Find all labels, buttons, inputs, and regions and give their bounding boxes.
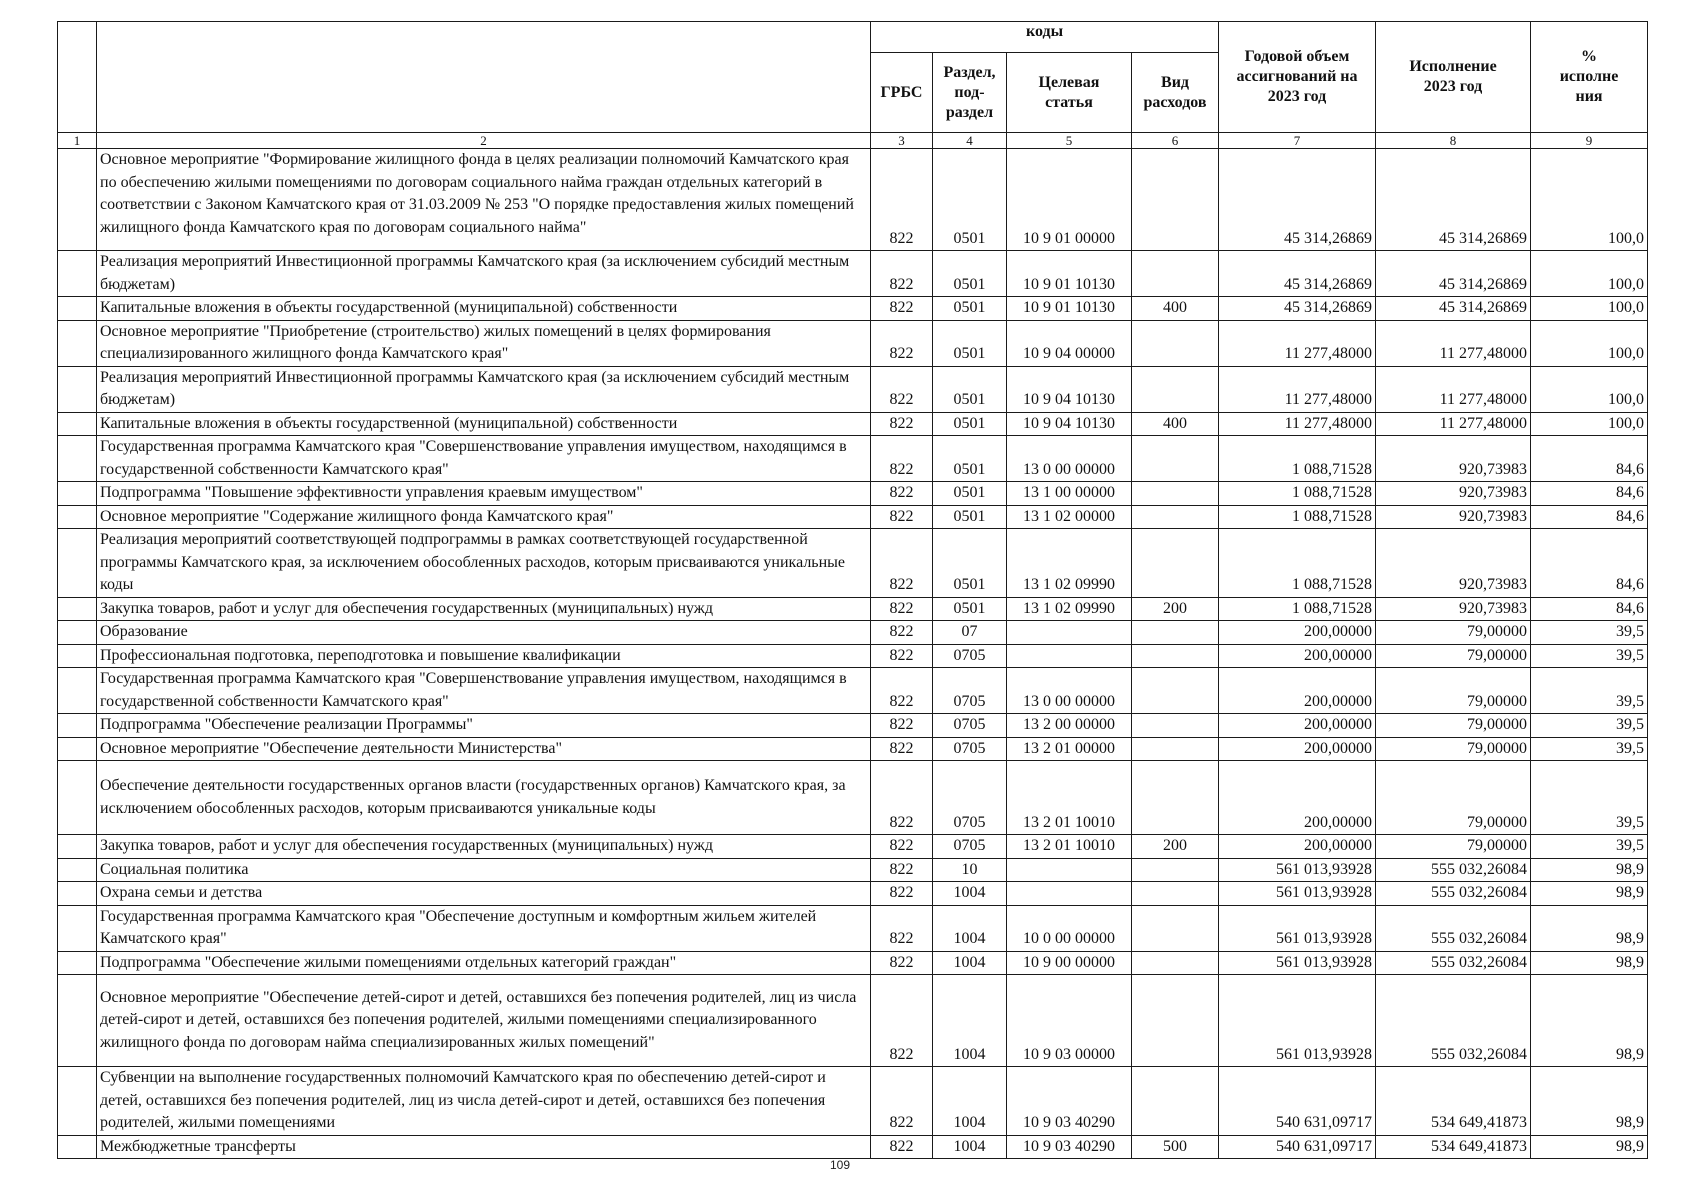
row-name: Субвенции на выполнение государственных полномочий Камчатского края по обеспечению детей-сирот и детей, оставшихся без попечения родителей, лиц из числа детей-сирот и детей, оставшихся без попечения родителей, жилыми помещениями bbox=[97, 1067, 871, 1136]
table-row bbox=[58, 482, 1648, 506]
expense-type-code bbox=[1132, 436, 1219, 482]
row-number-cell bbox=[58, 436, 97, 482]
target-article-code: 10 9 01 00000 bbox=[1007, 149, 1132, 251]
row-name: Закупка товаров, работ и услуг для обеспечения государственных (муниципальных) нужд bbox=[97, 597, 871, 621]
grbs-code: 822 bbox=[871, 297, 933, 321]
target-article-code: 10 9 03 00000 bbox=[1007, 975, 1132, 1067]
header-grbs: ГРБС bbox=[871, 53, 933, 133]
execution-amount: 79,00000 bbox=[1376, 621, 1531, 645]
header-target-article: Целевая статья bbox=[1007, 53, 1132, 133]
execution-amount: 920,73983 bbox=[1376, 482, 1531, 506]
expense-type-code: 200 bbox=[1132, 597, 1219, 621]
table-row bbox=[58, 714, 1648, 738]
expense-type-code: 400 bbox=[1132, 412, 1219, 436]
annual-allocation: 561 013,93928 bbox=[1219, 905, 1376, 951]
target-article-code: 13 0 00 00000 bbox=[1007, 436, 1132, 482]
section-code: 1004 bbox=[933, 882, 1007, 906]
execution-amount: 11 277,48000 bbox=[1376, 412, 1531, 436]
table-row bbox=[58, 529, 1648, 598]
section-code: 0705 bbox=[933, 714, 1007, 738]
percent-execution: 98,9 bbox=[1531, 858, 1648, 882]
table-row bbox=[58, 882, 1648, 906]
table-row bbox=[58, 412, 1648, 436]
table-header bbox=[58, 22, 1648, 149]
row-name: Капитальные вложения в объекты государственной (муниципальной) собственности bbox=[97, 412, 871, 436]
grbs-code: 822 bbox=[871, 621, 933, 645]
percent-execution: 98,9 bbox=[1531, 905, 1648, 951]
row-number-cell bbox=[58, 975, 97, 1067]
target-article-code: 13 2 00 00000 bbox=[1007, 714, 1132, 738]
target-article-code: 13 1 02 09990 bbox=[1007, 529, 1132, 598]
section-code: 0501 bbox=[933, 149, 1007, 251]
row-number-cell bbox=[58, 412, 97, 436]
table-row bbox=[58, 644, 1648, 668]
table-row bbox=[58, 149, 1648, 251]
annual-allocation: 45 314,26869 bbox=[1219, 149, 1376, 251]
annual-allocation: 200,00000 bbox=[1219, 835, 1376, 859]
percent-execution: 39,5 bbox=[1531, 761, 1648, 835]
header-expense-type: Вид расходов bbox=[1132, 53, 1219, 133]
execution-amount: 11 277,48000 bbox=[1376, 320, 1531, 366]
row-number-cell bbox=[58, 882, 97, 906]
expense-type-code bbox=[1132, 761, 1219, 835]
execution-amount: 79,00000 bbox=[1376, 714, 1531, 738]
expense-type-code bbox=[1132, 482, 1219, 506]
row-name: Профессиональная подготовка, переподготовка и повышение квалификации bbox=[97, 644, 871, 668]
percent-execution: 98,9 bbox=[1531, 975, 1648, 1067]
grbs-code: 822 bbox=[871, 975, 933, 1067]
row-number-cell bbox=[58, 761, 97, 835]
execution-amount: 79,00000 bbox=[1376, 761, 1531, 835]
section-code: 0501 bbox=[933, 436, 1007, 482]
table-row bbox=[58, 251, 1648, 297]
expense-type-code bbox=[1132, 858, 1219, 882]
percent-execution: 84,6 bbox=[1531, 482, 1648, 506]
execution-amount: 79,00000 bbox=[1376, 835, 1531, 859]
column-number-row bbox=[58, 133, 1648, 149]
row-number-cell bbox=[58, 1067, 97, 1136]
grbs-code: 822 bbox=[871, 835, 933, 859]
grbs-code: 822 bbox=[871, 529, 933, 598]
row-number-cell bbox=[58, 482, 97, 506]
expense-type-code: 200 bbox=[1132, 835, 1219, 859]
row-number-cell bbox=[58, 597, 97, 621]
row-number-cell bbox=[58, 951, 97, 975]
annual-allocation: 561 013,93928 bbox=[1219, 975, 1376, 1067]
target-article-code: 10 9 04 10130 bbox=[1007, 412, 1132, 436]
target-article-code: 13 1 00 00000 bbox=[1007, 482, 1132, 506]
execution-amount: 534 649,41873 bbox=[1376, 1135, 1531, 1159]
annual-allocation: 45 314,26869 bbox=[1219, 251, 1376, 297]
expense-type-code bbox=[1132, 882, 1219, 906]
table-row bbox=[58, 737, 1648, 761]
target-article-code: 13 2 01 00000 bbox=[1007, 737, 1132, 761]
expense-type-code bbox=[1132, 714, 1219, 738]
section-code: 1004 bbox=[933, 1135, 1007, 1159]
row-name: Реализация мероприятий Инвестиционной программы Камчатского края (за исключением субсидий местным бюджетам) bbox=[97, 366, 871, 412]
row-number-cell bbox=[58, 737, 97, 761]
annual-allocation: 200,00000 bbox=[1219, 644, 1376, 668]
row-number-cell bbox=[58, 835, 97, 859]
section-code: 07 bbox=[933, 621, 1007, 645]
section-code: 1004 bbox=[933, 905, 1007, 951]
row-number-cell bbox=[58, 529, 97, 598]
section-code: 0705 bbox=[933, 644, 1007, 668]
percent-execution: 98,9 bbox=[1531, 882, 1648, 906]
row-number-cell bbox=[58, 505, 97, 529]
expense-type-code bbox=[1132, 251, 1219, 297]
target-article-code: 13 0 00 00000 bbox=[1007, 668, 1132, 714]
column-number: 5 bbox=[1007, 133, 1132, 149]
expense-type-code bbox=[1132, 737, 1219, 761]
row-name: Капитальные вложения в объекты государственной (муниципальной) собственности bbox=[97, 297, 871, 321]
grbs-code: 822 bbox=[871, 320, 933, 366]
expense-type-code: 400 bbox=[1132, 297, 1219, 321]
target-article-code bbox=[1007, 621, 1132, 645]
expense-type-code bbox=[1132, 621, 1219, 645]
table-row bbox=[58, 975, 1648, 1067]
section-code: 0501 bbox=[933, 251, 1007, 297]
row-name: Государственная программа Камчатского края "Совершенствование управления имуществом, находящимся в государственной собственности Камчатского края" bbox=[97, 668, 871, 714]
annual-allocation: 11 277,48000 bbox=[1219, 412, 1376, 436]
grbs-code: 822 bbox=[871, 951, 933, 975]
annual-allocation: 11 277,48000 bbox=[1219, 366, 1376, 412]
table-row bbox=[58, 320, 1648, 366]
section-code: 10 bbox=[933, 858, 1007, 882]
section-code: 0501 bbox=[933, 320, 1007, 366]
row-name: Основное мероприятие "Формирование жилищного фонда в целях реализации полномочий Камчатского края по обеспечению жилыми помещениями по договорам социального найма граждан отдельных категорий в соответствии с Законом Камчатского края от 31.03.2009 № 253 "О порядке предоставления жилых помещений жилищного фонда Камчатского края по договорам социального найма" bbox=[97, 149, 871, 251]
execution-amount: 555 032,26084 bbox=[1376, 951, 1531, 975]
column-number: 9 bbox=[1531, 133, 1648, 149]
table-row bbox=[58, 1067, 1648, 1136]
row-name: Основное мероприятие "Содержание жилищного фонда Камчатского края" bbox=[97, 505, 871, 529]
execution-amount: 534 649,41873 bbox=[1376, 1067, 1531, 1136]
column-number: 3 bbox=[871, 133, 933, 149]
row-name: Основное мероприятие "Обеспечение детей-сирот и детей, оставшихся без попечения родителей, лиц из числа детей-сирот и детей, оставшихся без попечения родителей, жилыми помещениями специализированного жилищного фонда по договорам найма специализированных жилых помещений" bbox=[97, 975, 871, 1067]
grbs-code: 822 bbox=[871, 505, 933, 529]
target-article-code: 13 1 02 09990 bbox=[1007, 597, 1132, 621]
annual-allocation: 1 088,71528 bbox=[1219, 482, 1376, 506]
expense-type-code bbox=[1132, 366, 1219, 412]
execution-amount: 555 032,26084 bbox=[1376, 975, 1531, 1067]
execution-amount: 79,00000 bbox=[1376, 668, 1531, 714]
annual-allocation: 540 631,09717 bbox=[1219, 1067, 1376, 1136]
table-row bbox=[58, 761, 1648, 835]
grbs-code: 822 bbox=[871, 714, 933, 738]
table-row bbox=[58, 297, 1648, 321]
target-article-code bbox=[1007, 882, 1132, 906]
row-number-cell bbox=[58, 644, 97, 668]
target-article-code: 10 9 01 10130 bbox=[1007, 251, 1132, 297]
annual-allocation: 200,00000 bbox=[1219, 761, 1376, 835]
column-number: 8 bbox=[1376, 133, 1531, 149]
header-codes-group: коды bbox=[871, 22, 1219, 53]
table-row bbox=[58, 597, 1648, 621]
column-number: 4 bbox=[933, 133, 1007, 149]
percent-execution: 39,5 bbox=[1531, 737, 1648, 761]
section-code: 0705 bbox=[933, 835, 1007, 859]
percent-execution: 100,0 bbox=[1531, 297, 1648, 321]
execution-amount: 45 314,26869 bbox=[1376, 149, 1531, 251]
expense-type-code bbox=[1132, 905, 1219, 951]
table-row bbox=[58, 905, 1648, 951]
header-row-number-cell bbox=[58, 22, 97, 133]
execution-amount: 555 032,26084 bbox=[1376, 905, 1531, 951]
target-article-code: 13 1 02 00000 bbox=[1007, 505, 1132, 529]
annual-allocation: 540 631,09717 bbox=[1219, 1135, 1376, 1159]
row-name: Обеспечение деятельности государственных органов власти (государственных органов) Камчатского края, за исключением обособленных расходов, которым присваиваются уникальные коды bbox=[97, 761, 871, 835]
annual-allocation: 200,00000 bbox=[1219, 737, 1376, 761]
grbs-code: 822 bbox=[871, 482, 933, 506]
section-code: 1004 bbox=[933, 951, 1007, 975]
table-row bbox=[58, 366, 1648, 412]
percent-execution: 39,5 bbox=[1531, 668, 1648, 714]
percent-execution: 100,0 bbox=[1531, 412, 1648, 436]
expense-type-code bbox=[1132, 668, 1219, 714]
annual-allocation: 1 088,71528 bbox=[1219, 529, 1376, 598]
section-code: 0501 bbox=[933, 366, 1007, 412]
grbs-code: 822 bbox=[871, 905, 933, 951]
section-code: 0501 bbox=[933, 529, 1007, 598]
execution-amount: 920,73983 bbox=[1376, 529, 1531, 598]
grbs-code: 822 bbox=[871, 737, 933, 761]
row-name: Государственная программа Камчатского края "Совершенствование управления имуществом, находящимся в государственной собственности Камчатского края" bbox=[97, 436, 871, 482]
row-number-cell bbox=[58, 320, 97, 366]
expense-type-code bbox=[1132, 644, 1219, 668]
section-code: 0501 bbox=[933, 297, 1007, 321]
execution-amount: 79,00000 bbox=[1376, 644, 1531, 668]
table-row bbox=[58, 436, 1648, 482]
target-article-code: 10 9 01 10130 bbox=[1007, 297, 1132, 321]
percent-execution: 84,6 bbox=[1531, 597, 1648, 621]
execution-amount: 555 032,26084 bbox=[1376, 882, 1531, 906]
page-number: 109 bbox=[830, 1158, 851, 1172]
annual-allocation: 561 013,93928 bbox=[1219, 858, 1376, 882]
row-name: Охрана семьи и детства bbox=[97, 882, 871, 906]
grbs-code: 822 bbox=[871, 149, 933, 251]
execution-amount: 555 032,26084 bbox=[1376, 858, 1531, 882]
annual-allocation: 200,00000 bbox=[1219, 621, 1376, 645]
column-number: 2 bbox=[97, 133, 871, 149]
annual-allocation: 1 088,71528 bbox=[1219, 505, 1376, 529]
column-number: 1 bbox=[58, 133, 97, 149]
row-name: Закупка товаров, работ и услуг для обеспечения государственных (муниципальных) нужд bbox=[97, 835, 871, 859]
table-row bbox=[58, 668, 1648, 714]
table-row bbox=[58, 1135, 1648, 1159]
budget-report-sheet bbox=[57, 21, 1647, 1159]
table-row bbox=[58, 621, 1648, 645]
execution-amount: 45 314,26869 bbox=[1376, 297, 1531, 321]
annual-allocation: 561 013,93928 bbox=[1219, 882, 1376, 906]
execution-amount: 45 314,26869 bbox=[1376, 251, 1531, 297]
grbs-code: 822 bbox=[871, 644, 933, 668]
target-article-code bbox=[1007, 858, 1132, 882]
expense-type-code bbox=[1132, 1067, 1219, 1136]
section-code: 0705 bbox=[933, 668, 1007, 714]
percent-execution: 100,0 bbox=[1531, 149, 1648, 251]
grbs-code: 822 bbox=[871, 1135, 933, 1159]
row-name: Основное мероприятие "Обеспечение деятельности Министерства" bbox=[97, 737, 871, 761]
expense-type-code bbox=[1132, 951, 1219, 975]
table-row bbox=[58, 835, 1648, 859]
target-article-code: 10 9 03 40290 bbox=[1007, 1067, 1132, 1136]
row-number-cell bbox=[58, 251, 97, 297]
row-name: Образование bbox=[97, 621, 871, 645]
row-name: Реализация мероприятий Инвестиционной программы Камчатского края (за исключением субсидий местным бюджетам) bbox=[97, 251, 871, 297]
expense-type-code bbox=[1132, 529, 1219, 598]
percent-execution: 84,6 bbox=[1531, 436, 1648, 482]
execution-amount: 920,73983 bbox=[1376, 436, 1531, 482]
percent-execution: 100,0 bbox=[1531, 320, 1648, 366]
target-article-code: 13 2 01 10010 bbox=[1007, 761, 1132, 835]
row-name: Подпрограмма "Обеспечение реализации Программы" bbox=[97, 714, 871, 738]
percent-execution: 98,9 bbox=[1531, 1067, 1648, 1136]
row-name: Реализация мероприятий соответствующей подпрограммы в рамках соответствующей государственной программы Камчатского края, за исключением обособленных расходов, которым присваиваются уникальные коды bbox=[97, 529, 871, 598]
grbs-code: 822 bbox=[871, 1067, 933, 1136]
row-number-cell bbox=[58, 1135, 97, 1159]
row-number-cell bbox=[58, 905, 97, 951]
row-number-cell bbox=[58, 149, 97, 251]
expense-type-code bbox=[1132, 149, 1219, 251]
expense-type-code: 500 bbox=[1132, 1135, 1219, 1159]
target-article-code: 10 9 04 10130 bbox=[1007, 366, 1132, 412]
target-article-code: 10 0 00 00000 bbox=[1007, 905, 1132, 951]
target-article-code bbox=[1007, 644, 1132, 668]
table-row bbox=[58, 505, 1648, 529]
budget-execution-table bbox=[57, 21, 1648, 1159]
column-number: 7 bbox=[1219, 133, 1376, 149]
expense-type-code bbox=[1132, 975, 1219, 1067]
percent-execution: 98,9 bbox=[1531, 1135, 1648, 1159]
grbs-code: 822 bbox=[871, 882, 933, 906]
table-body bbox=[58, 149, 1648, 1159]
expense-type-code bbox=[1132, 505, 1219, 529]
grbs-code: 822 bbox=[871, 366, 933, 412]
row-name: Межбюджетные трансферты bbox=[97, 1135, 871, 1159]
annual-allocation: 1 088,71528 bbox=[1219, 597, 1376, 621]
grbs-code: 822 bbox=[871, 858, 933, 882]
column-number: 6 bbox=[1132, 133, 1219, 149]
row-name: Подпрограмма "Повышение эффективности управления краевым имуществом" bbox=[97, 482, 871, 506]
row-number-cell bbox=[58, 297, 97, 321]
annual-allocation: 561 013,93928 bbox=[1219, 951, 1376, 975]
section-code: 0501 bbox=[933, 597, 1007, 621]
execution-amount: 920,73983 bbox=[1376, 597, 1531, 621]
header-percent-execution: % исполне ния bbox=[1531, 22, 1648, 133]
annual-allocation: 45 314,26869 bbox=[1219, 297, 1376, 321]
row-number-cell bbox=[58, 668, 97, 714]
target-article-code: 10 9 04 00000 bbox=[1007, 320, 1132, 366]
section-code: 0705 bbox=[933, 761, 1007, 835]
section-code: 0501 bbox=[933, 505, 1007, 529]
execution-amount: 920,73983 bbox=[1376, 505, 1531, 529]
header-section: Раздел, под- раздел bbox=[933, 53, 1007, 133]
table-row bbox=[58, 951, 1648, 975]
annual-allocation: 11 277,48000 bbox=[1219, 320, 1376, 366]
row-name: Государственная программа Камчатского края "Обеспечение доступным и комфортным жильем жителей Камчатского края" bbox=[97, 905, 871, 951]
row-number-cell bbox=[58, 621, 97, 645]
header-execution: Исполнение 2023 год bbox=[1376, 22, 1531, 133]
execution-amount: 11 277,48000 bbox=[1376, 366, 1531, 412]
section-code: 0705 bbox=[933, 737, 1007, 761]
grbs-code: 822 bbox=[871, 251, 933, 297]
section-code: 1004 bbox=[933, 975, 1007, 1067]
section-code: 0501 bbox=[933, 482, 1007, 506]
target-article-code: 13 2 01 10010 bbox=[1007, 835, 1132, 859]
row-number-cell bbox=[58, 366, 97, 412]
target-article-code: 10 9 00 00000 bbox=[1007, 951, 1132, 975]
row-name: Подпрограмма "Обеспечение жилыми помещениями отдельных категорий граждан" bbox=[97, 951, 871, 975]
section-code: 1004 bbox=[933, 1067, 1007, 1136]
annual-allocation: 200,00000 bbox=[1219, 668, 1376, 714]
percent-execution: 98,9 bbox=[1531, 951, 1648, 975]
percent-execution: 84,6 bbox=[1531, 505, 1648, 529]
percent-execution: 100,0 bbox=[1531, 366, 1648, 412]
section-code: 0501 bbox=[933, 412, 1007, 436]
header-annual-allocation: Годовой объем ассигнований на 2023 год bbox=[1219, 22, 1376, 133]
grbs-code: 822 bbox=[871, 597, 933, 621]
row-name: Социальная политика bbox=[97, 858, 871, 882]
percent-execution: 39,5 bbox=[1531, 714, 1648, 738]
annual-allocation: 200,00000 bbox=[1219, 714, 1376, 738]
grbs-code: 822 bbox=[871, 412, 933, 436]
row-number-cell bbox=[58, 714, 97, 738]
expense-type-code bbox=[1132, 320, 1219, 366]
percent-execution: 39,5 bbox=[1531, 621, 1648, 645]
header-name-cell bbox=[97, 22, 871, 133]
grbs-code: 822 bbox=[871, 761, 933, 835]
target-article-code: 10 9 03 40290 bbox=[1007, 1135, 1132, 1159]
percent-execution: 84,6 bbox=[1531, 529, 1648, 598]
row-name: Основное мероприятие "Приобретение (строительство) жилых помещений в целях формирования специализированного жилищного фонда Камчатского края" bbox=[97, 320, 871, 366]
grbs-code: 822 bbox=[871, 668, 933, 714]
percent-execution: 39,5 bbox=[1531, 835, 1648, 859]
percent-execution: 39,5 bbox=[1531, 644, 1648, 668]
annual-allocation: 1 088,71528 bbox=[1219, 436, 1376, 482]
grbs-code: 822 bbox=[871, 436, 933, 482]
table-row bbox=[58, 858, 1648, 882]
execution-amount: 79,00000 bbox=[1376, 737, 1531, 761]
percent-execution: 100,0 bbox=[1531, 251, 1648, 297]
row-number-cell bbox=[58, 858, 97, 882]
